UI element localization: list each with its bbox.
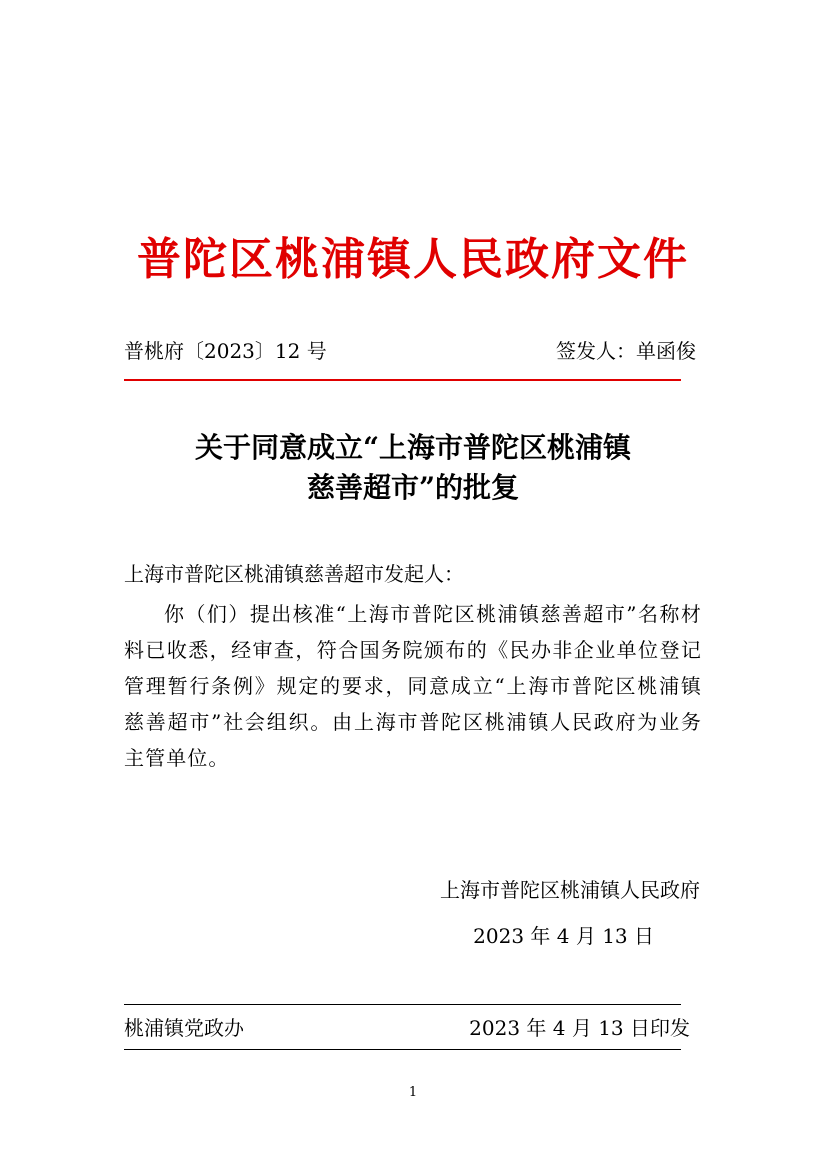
heading-line-2: 慈善超市”的批复 [306,471,520,504]
salutation: 上海市普陀区桃浦镇慈善超市发起人： [124,562,464,586]
signer-label: 签发人：单函俊 [556,339,696,363]
document-number: 普桃府〔2023〕12 号 [124,339,327,363]
page-number: 1 [408,1085,418,1100]
body-paragraph: 你（们）提出核准“上海市普陀区桃浦镇慈善超市”名称材料已收悉，经审查，符合国务院颁布的《民办非企业单位登记管理暂行条例》规定的要求，同意成立“上海市普陀区桃浦镇慈善超市”社会组织。由上海市普陀区桃浦镇人民政府为业务主管单位。 [124,602,702,770]
signature-date: 2023 年 4 月 13 日 [473,924,654,948]
red-divider [124,379,681,381]
signature-organization: 上海市普陀区桃浦镇人民政府 [440,878,700,902]
heading-line-1: 关于同意成立“上海市普陀区桃浦镇 [194,431,632,464]
footer-top-divider [124,1004,681,1005]
footer-issue-date: 2023 年 4 月 13 日印发 [469,1016,690,1040]
footer-issuer: 桃浦镇党政办 [124,1016,244,1040]
document-red-title: 普陀区桃浦镇人民政府文件 [137,234,689,285]
document-heading [0,428,826,508]
footer-bottom-divider [124,1049,681,1050]
